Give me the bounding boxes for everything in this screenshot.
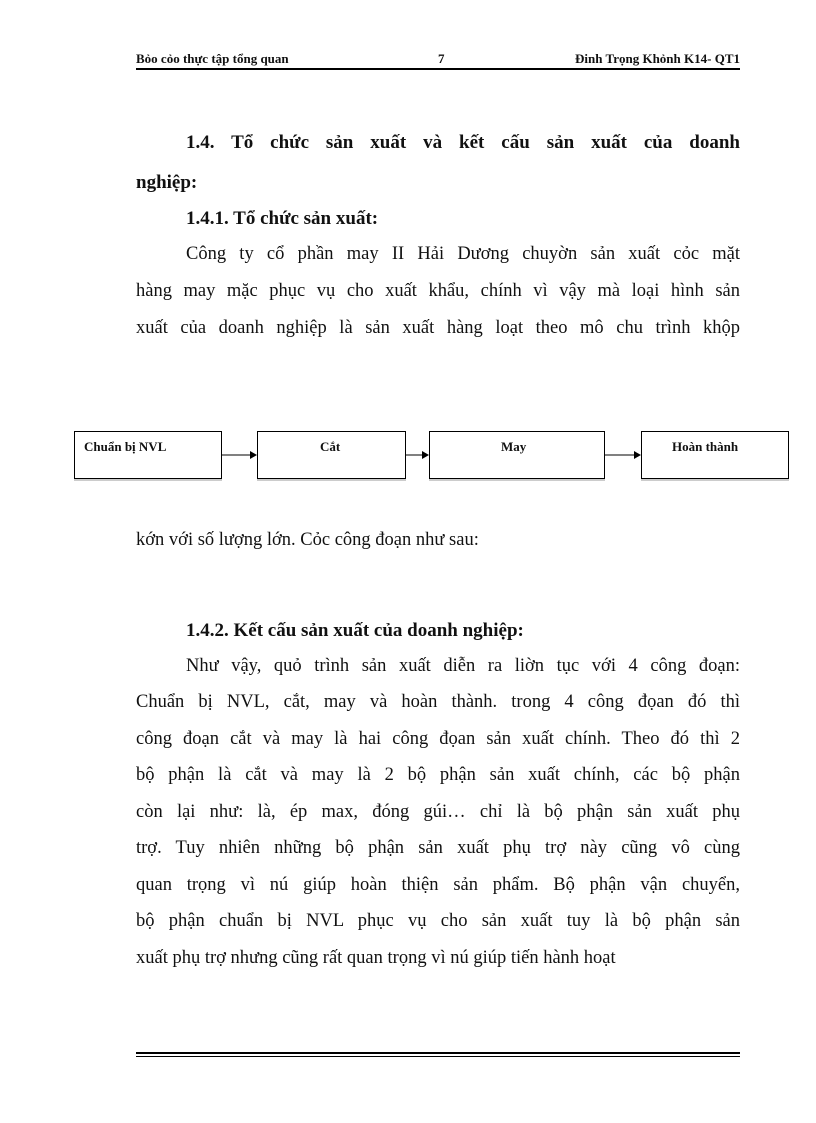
flow-step-sewing: May <box>429 431 605 479</box>
paragraph-line: Công ty cổ phần may II Hải Dương chuyờn sản xuất cỏc mặt <box>186 244 740 264</box>
paragraph-line: quan trọng vì nú giúp hoàn thiện sản phẩm. Bộ phận vận chuyển, <box>136 875 740 895</box>
section-1-4-1-title: 1.4.1. Tổ chức sản xuất: <box>186 208 379 229</box>
flow-step-cutting: Cắt <box>257 431 406 479</box>
flow-step-prepare-materials: Chuẩn bị NVL <box>74 431 222 479</box>
flow-arrow-icon <box>406 449 430 461</box>
footer-divider <box>136 1056 740 1057</box>
flow-arrow-icon <box>605 449 642 461</box>
paragraph-line: bộ phận chuẩn bị NVL phục vụ cho sản xuất tuy là bộ phận sản <box>136 911 740 931</box>
paragraph-continuation: kớn với số lượng lớn. Cỏc công đoạn như sau: <box>136 530 479 550</box>
section-1-4-title-line1: 1.4. Tổ chức sản xuất và kết cấu sản xuất của doanh <box>186 132 740 153</box>
section-1-4-2-title: 1.4.2. Kết cấu sản xuất của doanh nghiệp: <box>186 620 524 641</box>
paragraph-line: Như vậy, quỏ trình sản xuất diễn ra liờn tục với 4 công đoạn: <box>186 656 740 676</box>
flow-arrow-icon <box>222 449 258 461</box>
paragraph-line: còn lại như: là, ép max, đóng gúi… chỉ là bộ phận sản xuất phụ <box>136 802 740 822</box>
paragraph-line: Chuẩn bị NVL, cắt, may và hoàn thành. trong 4 công đọan đó thì <box>136 692 740 712</box>
page-header <box>136 48 740 70</box>
flow-step-finishing: Hoàn thành <box>641 431 789 479</box>
header-title: Bỏo cỏo thực tập tổng quan <box>136 51 289 66</box>
footer-divider <box>136 1052 740 1054</box>
paragraph-line: xuất của doanh nghiệp là sản xuất hàng loạt theo mô chu trình khộp <box>136 318 740 338</box>
paragraph-line: bộ phận là cắt và may là 2 bộ phận sản xuất chính, các bộ phận <box>136 765 740 785</box>
section-1-4-title-line2: nghiệp: <box>136 172 198 193</box>
header-author: Đinh Trọng Khỏnh K14- QT1 <box>575 51 740 66</box>
page-number: 7 <box>438 51 445 66</box>
paragraph-line: công đoạn cắt và may là hai công đọan sản xuất chính. Theo đó thì 2 <box>136 729 740 749</box>
paragraph-line: trợ. Tuy nhiên những bộ phận sản xuất phụ trợ này cũng vô cùng <box>136 838 740 858</box>
paragraph-line: hàng may mặc phục vụ cho xuất khẩu, chính vì vậy mà loại hình sản <box>136 281 740 301</box>
paragraph-line: xuất phụ trợ nhưng cũng rất quan trọng vì nú giúp tiến hành hoạt <box>136 948 616 968</box>
